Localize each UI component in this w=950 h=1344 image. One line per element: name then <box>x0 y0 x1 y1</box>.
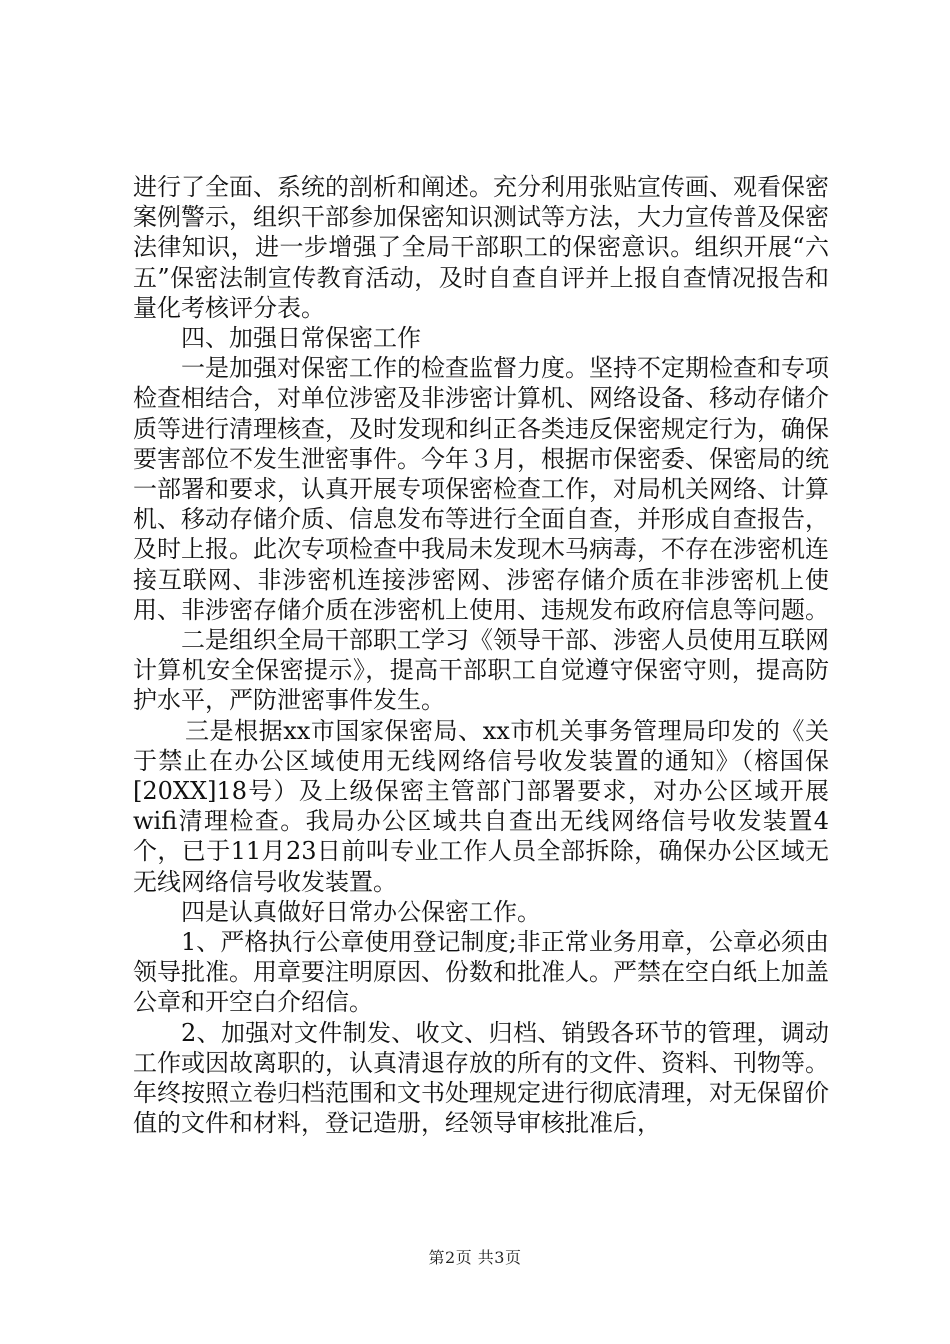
paragraph-item-3: 三是根据xx市国家保密局、xx市机关事务管理局印发的《关于禁止在办公区域使用无线网络信号收发装置的通知》（榕国保[20XX]18号）及上级保密主管部门部署要求，对办公区域开展wifi清理检查。我局办公区域共自查出无线网络信号收发装置4个，已于11月23日前叫专业工作人员全部拆除，确保办公区域无无线网络信号收发装置。 <box>133 716 829 896</box>
paragraph-intro: 进行了全面、系统的剖析和阐述。充分利用张贴宣传画、观看保密案例警示，组织干部参加保密知识测试等方法，大力宣传普及保密法律知识，进一步增强了全局干部职工的保密意识。组织开展“六五”保密法制宣传教育活动，及时自查自评并上报自查情况报告和量化考核评分表。 <box>133 173 829 322</box>
document-body <box>133 172 829 1139</box>
section-heading: 四、加强日常保密工作 <box>181 324 421 353</box>
paragraph-item-1: 一是加强对保密工作的检查监督力度。坚持不定期检查和专项检查相结合，对单位涉密及非涉密计算机、网络设备、移动存储介质等进行清理核查，及时发现和纠正各类违反保密规定行为，确保要害部位不发生泄密事件。今年３月，根据市保密委、保密局的统一部署和要求，认真开展专项保密检查工作，对局机关网络、计算机、移动存储介质、信息发布等进行全面自查，并形成自查报告，及时上报。此次专项检查中我局未发现木马病毒，不存在涉密机连接互联网、非涉密机连接涉密网、涉密存储介质在非涉密机上使用、非涉密存储介质在涉密机上使用、违规发布政府信息等问题。 <box>133 354 829 624</box>
page-footer: 第2页 共3页 <box>428 1248 522 1267</box>
paragraph-subitem-2: 2、加强对文件制发、收文、归档、销毁各环节的管理，调动工作或因故离职的，认真清退存放的所有的文件、资料、刊物等。年终按照立卷归档范围和文书处理规定进行彻底清理，对无保留价值的文件和材料，登记造册，经领导审核批准后， <box>133 1018 829 1138</box>
paragraph-item-4: 四是认真做好日常办公保密工作。 <box>181 897 541 926</box>
paragraph-subitem-1: 1、严格执行公章使用登记制度;非正常业务用章，公章必须由领导批准。用章要注明原因、份数和批准人。严禁在空白纸上加盖公章和开空白介绍信。 <box>133 928 829 1017</box>
paragraph-item-2: 二是组织全局干部职工学习《领导干部、涉密人员使用互联网计算机安全保密提示》，提高干部职工自觉遵守保密守则，提高防护水平，严防泄密事件发生。 <box>133 626 829 715</box>
